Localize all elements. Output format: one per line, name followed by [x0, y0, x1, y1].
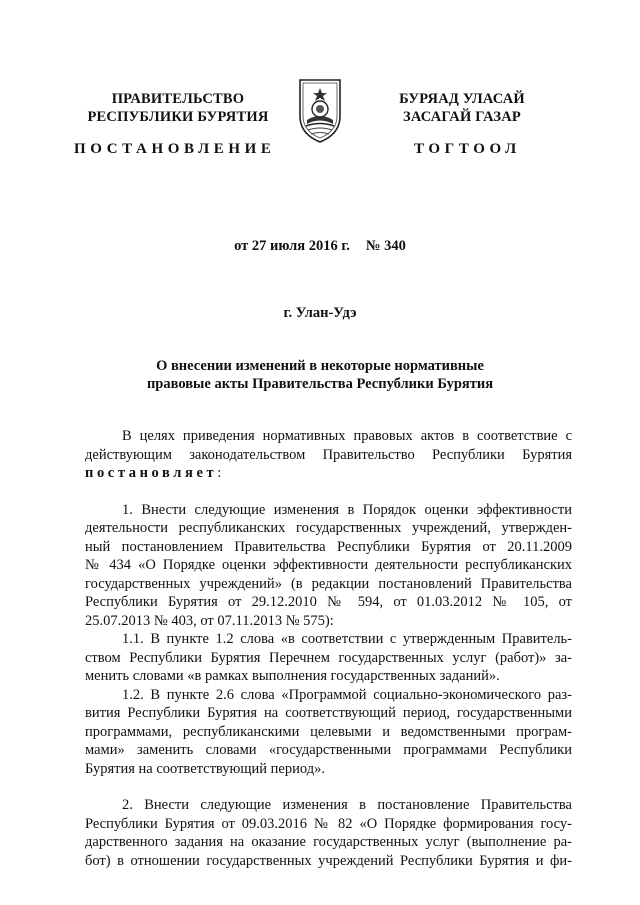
document-title [0, 357, 640, 393]
issuer-line: БУРЯАД УЛАСАЙ [399, 91, 525, 107]
issuer-line: ПРАВИТЕЛЬСТВО [111, 91, 245, 107]
paragraph-line: вития Республики Бурятия на соответствующий период, государственными [85, 705, 572, 721]
issuer-header-buryat [362, 90, 562, 126]
paragraph-line: ный постановлением Правительства Республики Бурятия от 20.11.2009 [85, 538, 572, 555]
paragraph-line: Бурятия на соответствующий период». [85, 760, 325, 777]
paragraph-line: 1. Внести следующие изменения в Порядок оценки эффективности [122, 501, 572, 518]
document-date: от 27 июля 2016 г. [234, 238, 350, 254]
issuer-line: ЗАСАГАЙ ГАЗАР [403, 109, 521, 125]
document-type-buryat: ТОГТООЛ [414, 141, 521, 157]
title-line: правовые акты Правительства Республики Бурятия [146, 376, 494, 392]
paragraph-line: государственных учреждений» (в редакции постановлений Правительства [85, 575, 572, 592]
document-type-russian: ПОСТАНОВЛЕНИЕ [74, 141, 276, 157]
paragraph-line: 1.1. В пункте 1.2 слова «в соответствии с утвержденным Правитель- [122, 631, 572, 647]
paragraph-line: менить словами «в рамках выполнения государственных заданий». [85, 668, 500, 684]
paragraph-line: бот) в отношении государственных учреждений Республики Бурятия и фи- [85, 852, 572, 869]
date-and-number [0, 238, 640, 255]
preamble-line: действующим законодательством Правительство Республики Бурятия [85, 446, 572, 463]
resolution-verb: постановляет [85, 465, 218, 481]
coat-of-arms-emblem [294, 76, 346, 144]
paragraph-line: 2. Внести следующие изменения в постановление Правительства [122, 797, 572, 813]
paragraph-line: дарственного задания на оказание государственных услуг (выполнение ра- [85, 834, 572, 850]
resolution-verb-colon: : [217, 465, 222, 481]
issuer-header-russian [78, 90, 278, 126]
issue-city: г. Улан-Удэ [283, 305, 357, 321]
document-number: № 340 [365, 238, 406, 254]
paragraph-line: деятельности республиканских государственных учреждений, утвержден- [85, 520, 572, 536]
paragraph-line: Республики Бурятия от 09.03.2016 № 82 «О Порядке формирования госу- [85, 815, 572, 832]
issuer-line: РЕСПУБЛИКИ БУРЯТИЯ [87, 109, 269, 125]
paragraph-line: мами» заменить словами «государственными программами Республики [85, 742, 572, 758]
preamble-verb-line [85, 464, 572, 483]
paragraph-line: ством Республики Бурятия Перечнем государственных услуг (работ)» за- [85, 649, 572, 666]
paragraph-line: № 434 «О Порядке оценки эффективности деятельности республиканских [85, 557, 572, 573]
paragraph-line: программами, республиканскими целевыми и ведомственными програм- [85, 723, 572, 740]
preamble-line: В целях приведения нормативных правовых актов в соответствие с [122, 428, 572, 444]
paragraph-line: 1.2. В пункте 2.6 слова «Программой социально-экономического раз- [122, 686, 572, 703]
document-body [85, 427, 572, 870]
paragraph-line: Республики Бурятия от 29.12.2010 № 594, от 01.03.2012 № 105, от [85, 594, 572, 610]
paragraph-line: 25.07.2013 № 403, от 07.11.2013 № 575): [85, 612, 334, 629]
title-line: О внесении изменений в некоторые нормативные [156, 358, 484, 374]
